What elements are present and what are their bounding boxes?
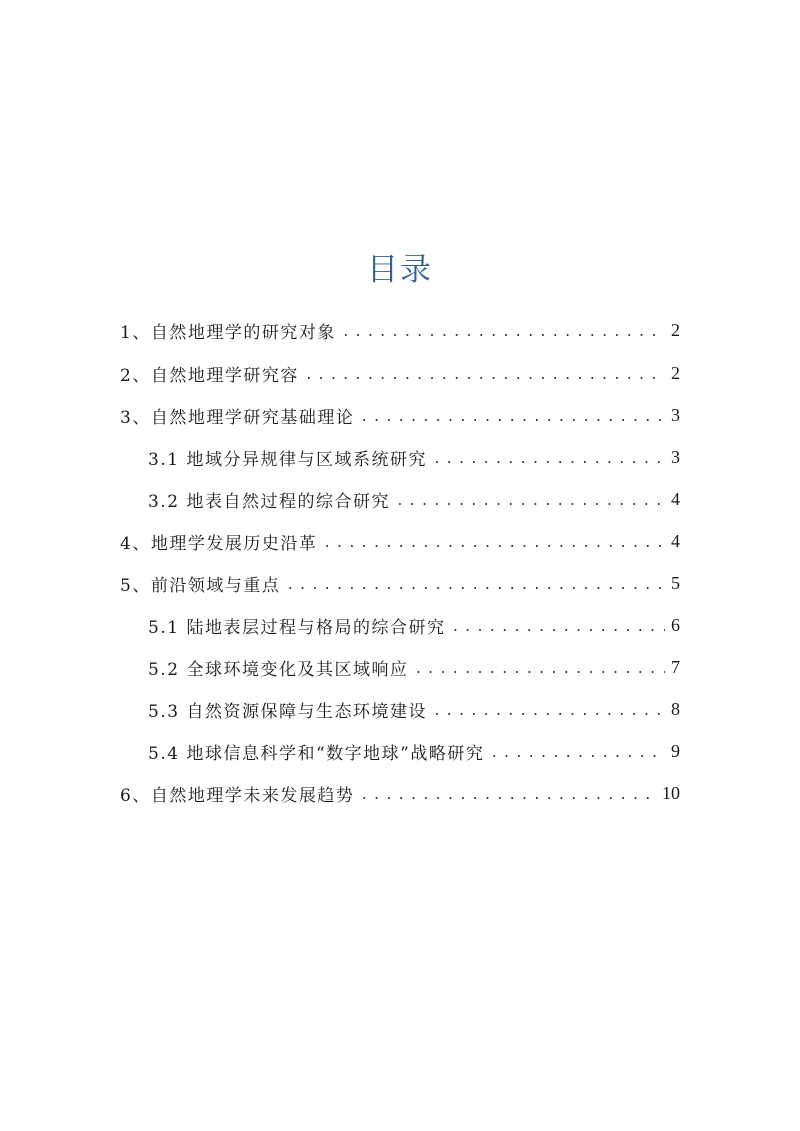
toc-entry[interactable]	[148, 689, 680, 729]
toc-entry[interactable]	[120, 521, 680, 561]
dot-leader	[342, 325, 665, 340]
toc-title: 目录	[367, 252, 433, 288]
toc-entry-text: 2、自然地理学研究容	[120, 365, 299, 386]
toc-entry-page: 5	[671, 572, 680, 593]
toc-entry[interactable]	[148, 479, 680, 519]
toc-entry-text: 3.2 地表自然过程的综合研究	[148, 491, 390, 512]
toc-entry-page: 10	[662, 782, 680, 803]
toc-entry-text: 3.1 地域分异规律与区域系统研究	[148, 449, 427, 470]
toc-entry-page: 2	[671, 362, 680, 383]
toc-entry-page: 4	[671, 488, 680, 509]
dot-leader	[360, 788, 656, 803]
toc-entry-text: 1、自然地理学的研究对象	[120, 322, 336, 343]
dot-leader	[490, 746, 665, 761]
toc-entry-page: 3	[671, 446, 680, 467]
dot-leader	[323, 536, 665, 551]
toc-entry-text: 5.2 全球环境变化及其区域响应	[148, 659, 409, 680]
toc-entry[interactable]	[148, 647, 680, 687]
toc-entry[interactable]	[148, 605, 680, 645]
toc-entry-page: 7	[671, 656, 680, 677]
dot-leader	[305, 368, 665, 383]
toc-entry[interactable]	[120, 563, 680, 603]
toc-entry-page: 8	[671, 698, 680, 719]
toc-entry-page: 6	[671, 614, 680, 635]
toc-entry[interactable]	[148, 437, 680, 477]
toc-entry-text: 5.4 地球信息科学和“数字地球”战略研究	[148, 743, 485, 764]
dot-leader	[433, 704, 665, 719]
toc-entry-page: 4	[671, 530, 680, 551]
toc-entry-text: 5.3 自然资源保障与生态环境建设	[148, 701, 427, 722]
toc-entry[interactable]	[120, 395, 680, 435]
dot-leader	[414, 662, 665, 677]
toc-entry[interactable]	[120, 353, 680, 393]
toc-entry-text: 5、前沿领域与重点	[120, 575, 281, 596]
toc-entry-page: 3	[671, 404, 680, 425]
dot-leader	[396, 494, 665, 509]
toc-entry-text: 5.1 陆地表层过程与格局的综合研究	[148, 617, 446, 638]
dot-leader	[360, 410, 665, 425]
dot-leader	[451, 620, 665, 635]
dot-leader	[433, 452, 665, 467]
toc-entry-page: 2	[671, 319, 680, 340]
toc-entry[interactable]	[120, 310, 680, 350]
toc-entry[interactable]	[148, 731, 680, 771]
toc-entry[interactable]	[120, 773, 680, 813]
toc-entry-text: 4、地理学发展历史沿革	[120, 533, 318, 554]
toc-entry-page: 9	[671, 740, 680, 761]
toc-entry-text: 6、自然地理学未来发展趋势	[120, 785, 355, 806]
toc-entry-text: 3、自然地理学研究基础理论	[120, 407, 355, 428]
dot-leader	[286, 578, 665, 593]
